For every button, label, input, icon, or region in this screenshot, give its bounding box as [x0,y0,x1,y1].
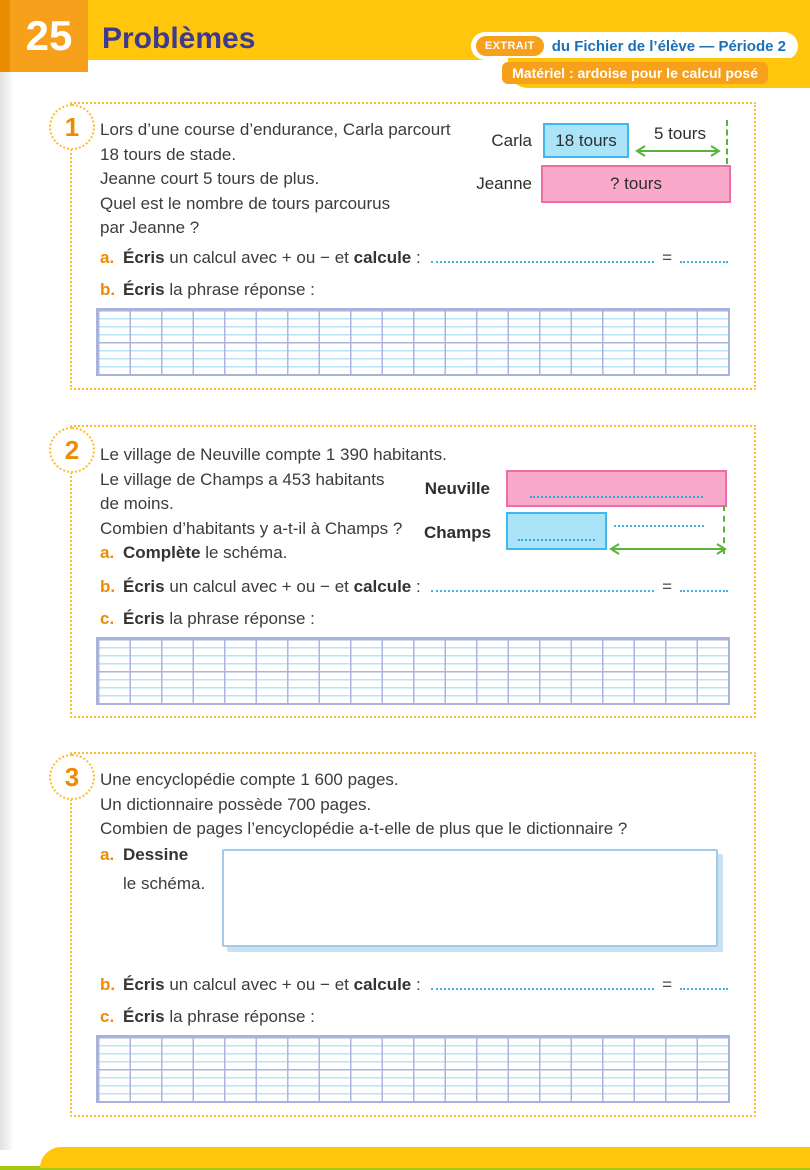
question-text: Écris la phrase réponse : [123,609,315,628]
answer-short-line [680,248,728,263]
exercise-3 [64,752,756,1117]
lesson-number: 25 [25,12,73,59]
extract-source-text: du Fichier de l’élève — Période 2 [551,37,786,55]
question-letter: b. [100,280,116,299]
exercise-1 [64,102,756,390]
question-text: Dessine [123,845,189,864]
exercise-3-question-b [100,975,728,995]
statement-line: Jeanne court 5 tours de plus. [100,169,320,188]
footer-yellow-bar [40,1147,810,1168]
dashed-guide-line [726,120,728,164]
diagram-bar-carla [543,123,629,158]
statement-line: Quel est le nombre de tours parcourus [100,193,391,213]
bar-value: ? tours [610,174,662,193]
exercise-3-question-c [100,1007,728,1027]
exercise-3-statement [100,768,627,842]
exercise-3-number [49,754,95,800]
question-text: Écris la phrase réponse : [123,1007,315,1026]
bar-value: 18 tours [555,130,617,150]
answer-short-line [680,975,728,990]
equals-sign: = [662,577,672,596]
schema-drawing-box [222,849,718,947]
question-text: Complète le schéma. [123,543,288,562]
statement-line: Le village de Neuville compte 1 390 habitants. [100,445,447,464]
left-spine-shadow [0,72,14,1150]
answer-dotted-line [431,248,654,263]
fill-in-dotted-line [518,539,595,541]
exercise-2-number [49,427,95,473]
extract-pill [471,32,798,60]
material-pill: Matériel : ardoise pour le calcul posé [502,62,768,84]
exercise-3-writing-grid [96,1035,730,1103]
statement-line: de moins. [100,494,174,513]
double-arrow-icon [633,144,723,158]
answer-dotted-line [431,577,654,592]
question-letter: a. [100,845,115,864]
equals-sign: = [662,248,672,267]
exercise-1-writing-grid [96,308,730,376]
question-letter: a. [100,543,115,562]
fill-in-dotted-line [614,525,704,527]
statement-line: Le village de Champs a 453 habitants [100,469,385,489]
exercise-1-statement [100,118,451,241]
statement-line: Lors d’une course d’endurance, Carla parcourt [100,120,451,139]
statement-line: par Jeanne ? [100,218,200,237]
lesson-number-badge [10,0,88,72]
statement-line: Combien d’habitants y a-t-il à Champs ? [100,518,403,538]
exercise-2-question-a [100,543,728,563]
statement-line: Un dictionnaire possède 700 pages. [100,794,372,814]
question-letter: a. [100,248,115,267]
exercise-1-question-a [100,248,728,268]
question-letter: b. [100,975,116,994]
question-text: Écris un calcul avec + ou − et calcule : [123,975,426,994]
exercise-2-writing-grid [96,637,730,705]
question-text: Écris la phrase réponse : [123,280,315,299]
answer-short-line [680,577,728,592]
question-text: Écris un calcul avec + ou − et calcule : [123,248,426,267]
statement-line: 18 tours de stade. [100,144,237,164]
exercise-2-question-c [100,609,728,629]
diagram-difference-label: 5 tours [654,124,706,143]
diagram-row1-label: Neuville [424,479,490,498]
question-letter: b. [100,577,116,596]
exercise-2-statement [100,443,447,541]
statement-line: Une encyclopédie compte 1 600 pages. [100,770,399,789]
diagram-bar-jeanne [541,165,731,203]
exercise-number-label: 1 [64,111,80,142]
equals-sign: = [662,975,672,994]
answer-dotted-line [431,975,654,990]
exercise-2 [64,425,756,718]
diagram-row2-label: Jeanne [476,174,532,193]
exercise-1-diagram [470,116,734,216]
diagram-row2-label: Champs [424,523,492,542]
extract-badge: EXTRAIT [476,36,544,56]
fill-in-dotted-line [530,496,703,498]
page-title: Problèmes [102,22,256,55]
diagram-row1-label: Carla [491,131,532,150]
statement-line: Combien de pages l’encyclopédie a-t-elle de plus que le dictionnaire ? [100,819,628,838]
left-spine-top [0,0,10,72]
exercise-number-label: 3 [64,761,80,792]
question-text: le schéma. [123,874,206,893]
question-letter: c. [100,1007,115,1026]
question-letter: c. [100,609,115,628]
diagram-bar-neuville [506,470,727,507]
exercise-1-number [49,104,95,150]
question-text: Écris un calcul avec + ou − et calcule : [123,577,426,596]
exercise-2-question-b [100,577,728,597]
exercise-number-label: 2 [64,434,80,465]
exercise-1-question-b [100,280,728,300]
